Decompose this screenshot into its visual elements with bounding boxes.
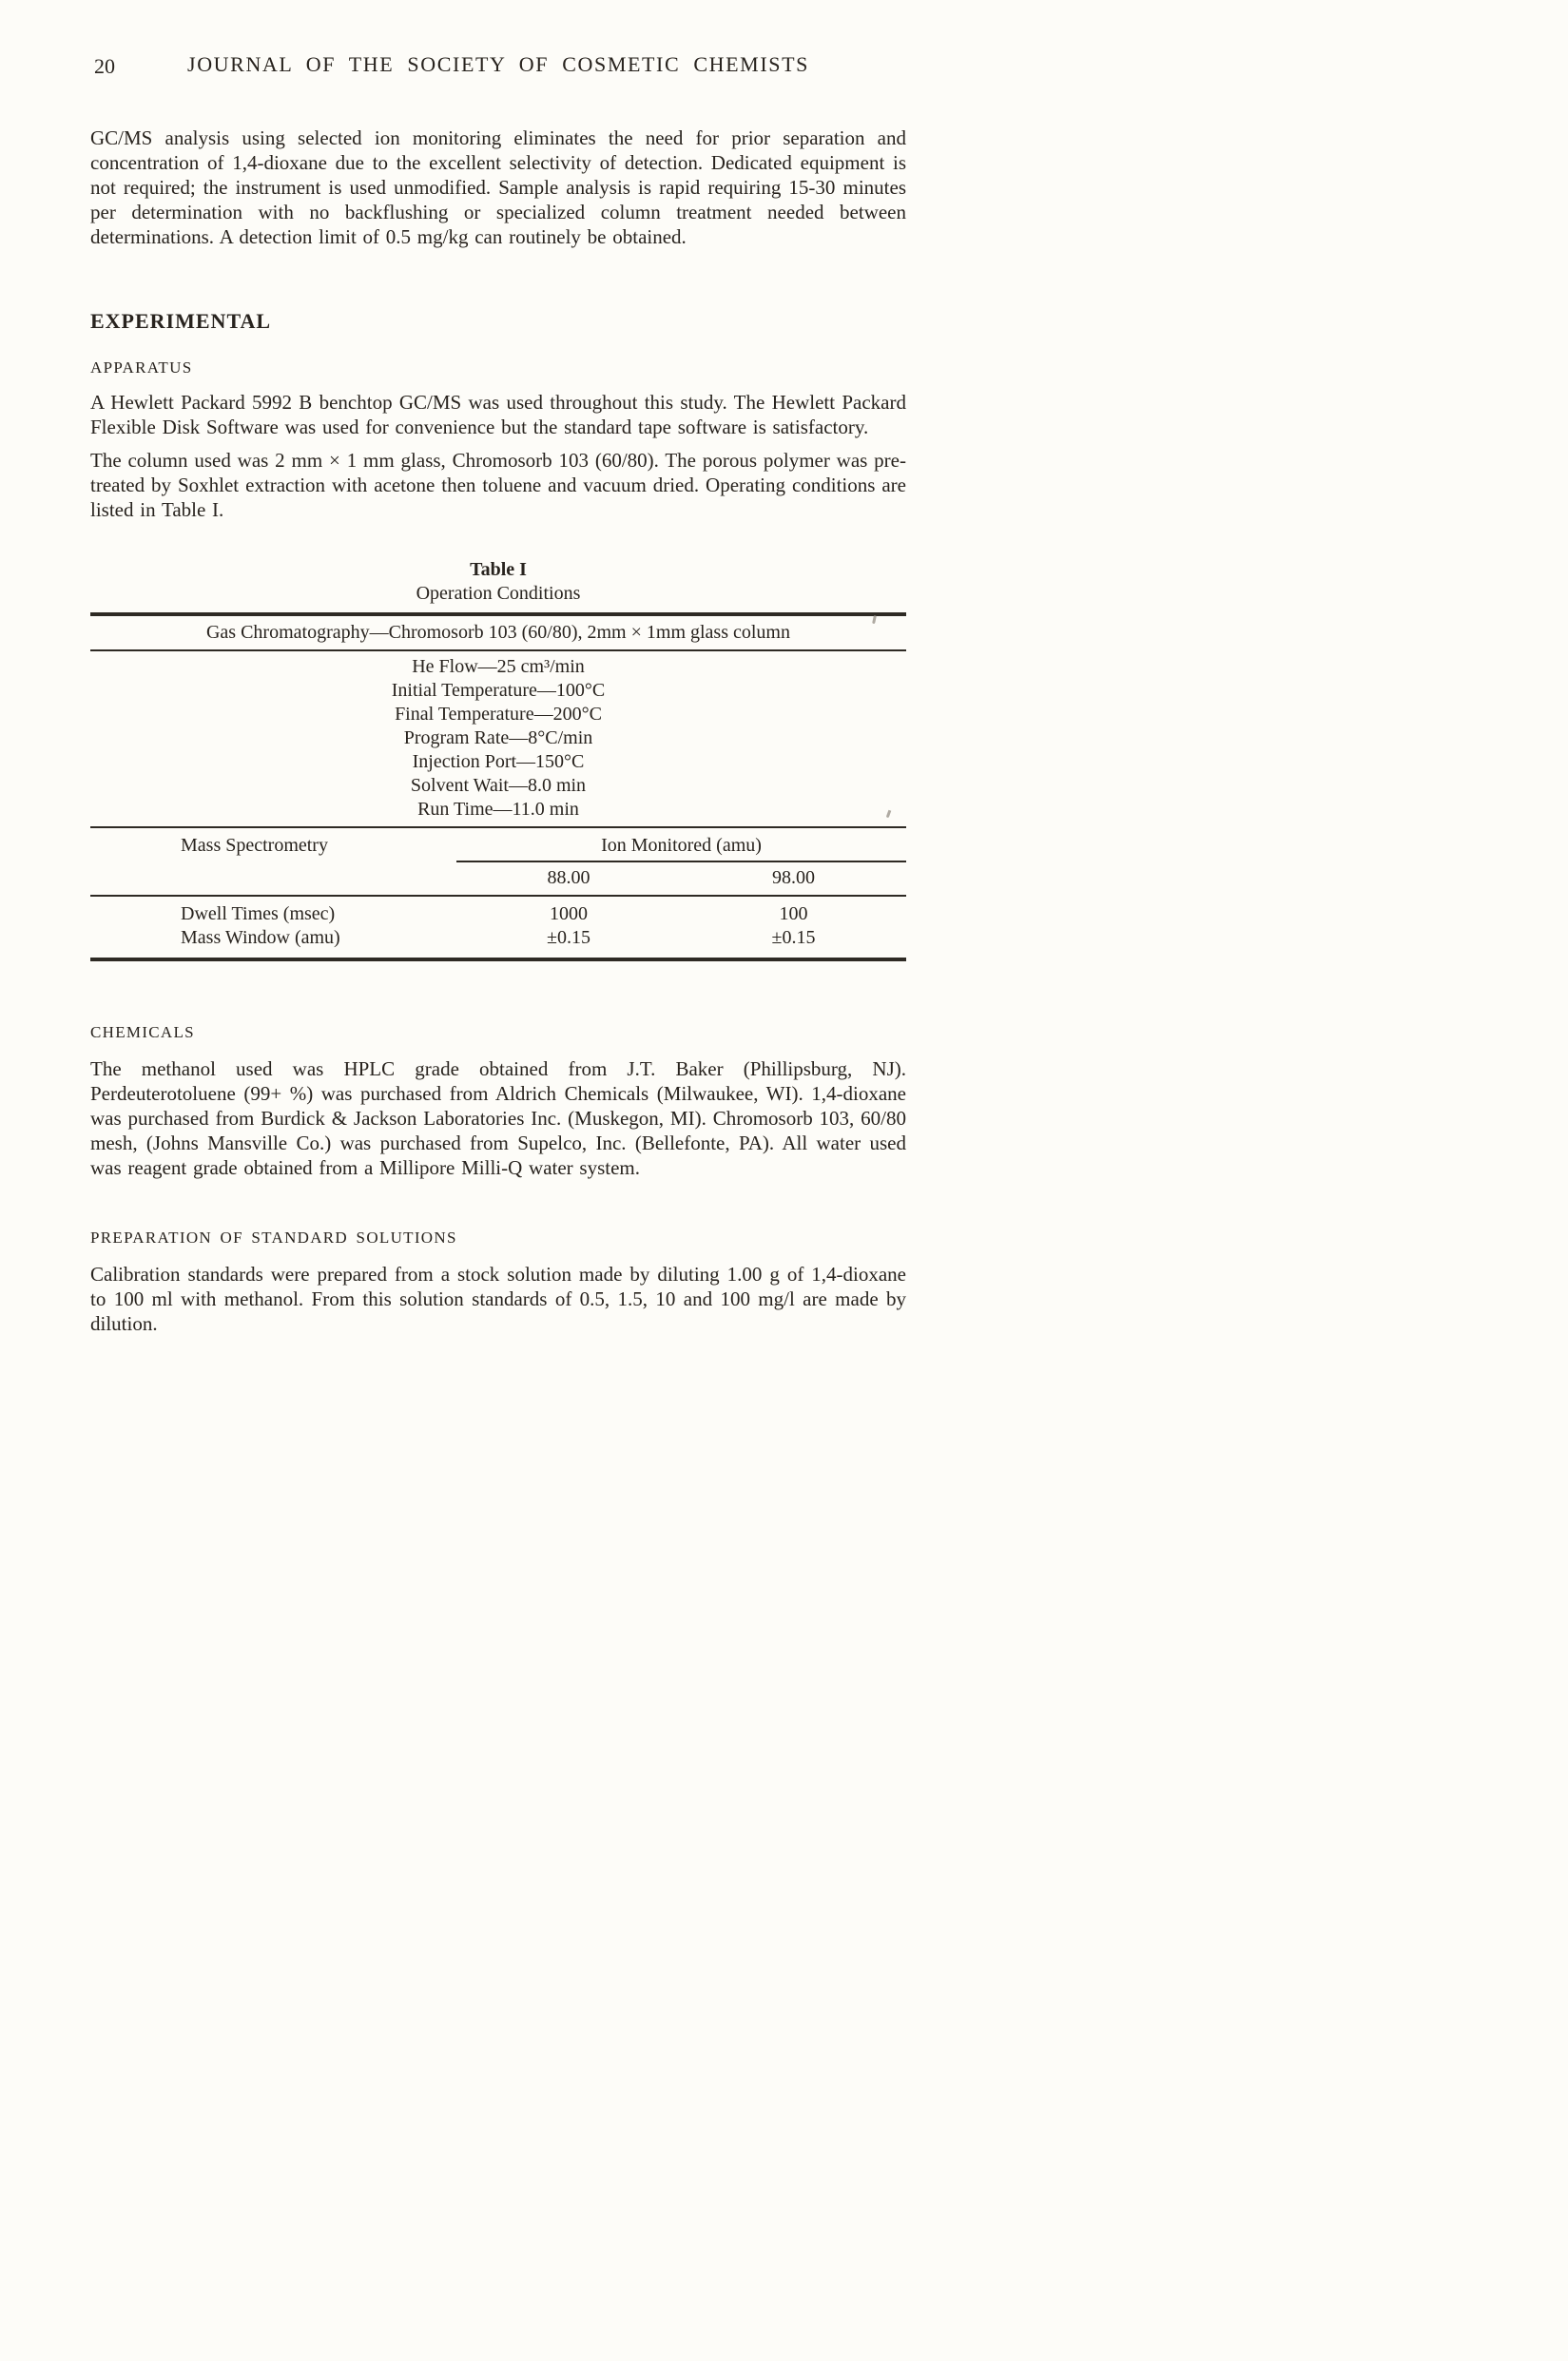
intro-paragraph: GC/MS analysis using selected ion monitoring eliminates the need for prior separation and concentration of 1,4-dioxane due to the excellent selectivity of detection. Dedicated equipment is not required; the instrument is used unmodified. Sample analysis is rapid requiring 15-30 minutes per determination with no backflushing or specialized column treatment needed between determinations. A detection limit of 0.5 mg/kg can routinely be obtained.	[90, 126, 906, 248]
apparatus-paragraph-1: A Hewlett Packard 5992 B benchtop GC/MS was used throughout this study. The Hewlett Packard Flexible Disk Software was used for convenience but the standard tape software is satisfactory.	[90, 391, 906, 438]
table-gc-header: Gas Chromatography—Chromosorb 103 (60/80), 2mm × 1mm glass column	[205, 622, 790, 643]
table-subtitle: Operation Conditions	[416, 583, 581, 604]
chemicals-paragraph: The methanol used was HPLC grade obtained from J.T. Baker (Phillipsburg, NJ). Perdeuterotoluene (99+ %) was purchased from Aldrich Chemicals (Milwaukee, WI). 1,4-dioxane was purchased from Burdick & Jackson Laboratories Inc. (Muskegon, MI). Chromosorb 103, 60/80 mesh, (Johns Mansville Co.) was purchased from Supelco, Inc. (Bellefonte, PA). All water used was reagent grade obtained from a Millipore Milli-Q water system.	[90, 1057, 906, 1179]
mass-spectrometry-label: Mass Spectrometry	[181, 835, 328, 856]
row-value: ±0.15	[771, 927, 816, 948]
ion-column-88: 88.00	[547, 867, 590, 888]
table-data-rows	[90, 897, 906, 958]
condition-program-rate: Program Rate—8°C/min	[403, 727, 593, 748]
table-row-mass-window	[90, 926, 906, 950]
mass-spectrometry-header-row	[90, 828, 906, 895]
journal-title: JOURNAL OF THE SOCIETY OF COSMETIC CHEMISTS	[187, 52, 809, 76]
row-value: 100	[779, 903, 808, 924]
subsection-heading-chemicals: CHEMICALS	[90, 1023, 195, 1041]
table-rule-bottom	[90, 958, 906, 961]
apparatus-paragraph-2: The column used was 2 mm × 1 mm glass, Chromosorb 103 (60/80). The porous polymer was pre-treated by Soxhlet extraction with acetone then toluene and vacuum dried. Operating conditions are listed in Table I.	[90, 449, 906, 521]
subsection-heading-preparation: PREPARATION OF STANDARD SOLUTIONS	[90, 1229, 457, 1247]
row-value: ±0.15	[547, 927, 590, 948]
content-column	[90, 52, 906, 1336]
table-conditions-list	[90, 651, 906, 826]
condition-injection-port: Injection Port—150°C	[412, 751, 585, 772]
row-value: 1000	[550, 903, 588, 924]
page-number: 20	[94, 54, 115, 78]
subsection-heading-apparatus: APPARATUS	[90, 358, 193, 377]
table-title: Table I	[470, 559, 527, 580]
condition-solvent-wait: Solvent Wait—8.0 min	[410, 775, 587, 796]
ion-monitored-area	[456, 834, 906, 895]
section-heading-experimental: EXPERIMENTAL	[90, 309, 272, 333]
condition-final-temperature: Final Temperature—200°C	[395, 704, 602, 725]
running-head	[90, 52, 906, 83]
table-row-dwell-times	[90, 902, 906, 926]
preparation-paragraph: Calibration standards were prepared from a stock solution made by diluting 1.00 g of 1,4-dioxane to 100 ml with methanol. From this solution standards of 0.5, 1.5, 10 and 100 mg/l are made by dilution.	[90, 1263, 906, 1335]
ion-column-98: 98.00	[772, 867, 815, 888]
table-operation-conditions	[90, 558, 906, 961]
condition-initial-temperature: Initial Temperature—100°C	[391, 680, 606, 701]
condition-run-time: Run Time—11.0 min	[417, 799, 579, 820]
ion-monitored-label: Ion Monitored (amu)	[601, 835, 762, 856]
condition-he-flow: He Flow—25 cm³/min	[412, 656, 585, 677]
ion-column-headers	[456, 862, 906, 895]
row-label: Dwell Times (msec)	[181, 903, 336, 924]
row-label: Mass Window (amu)	[181, 927, 340, 948]
